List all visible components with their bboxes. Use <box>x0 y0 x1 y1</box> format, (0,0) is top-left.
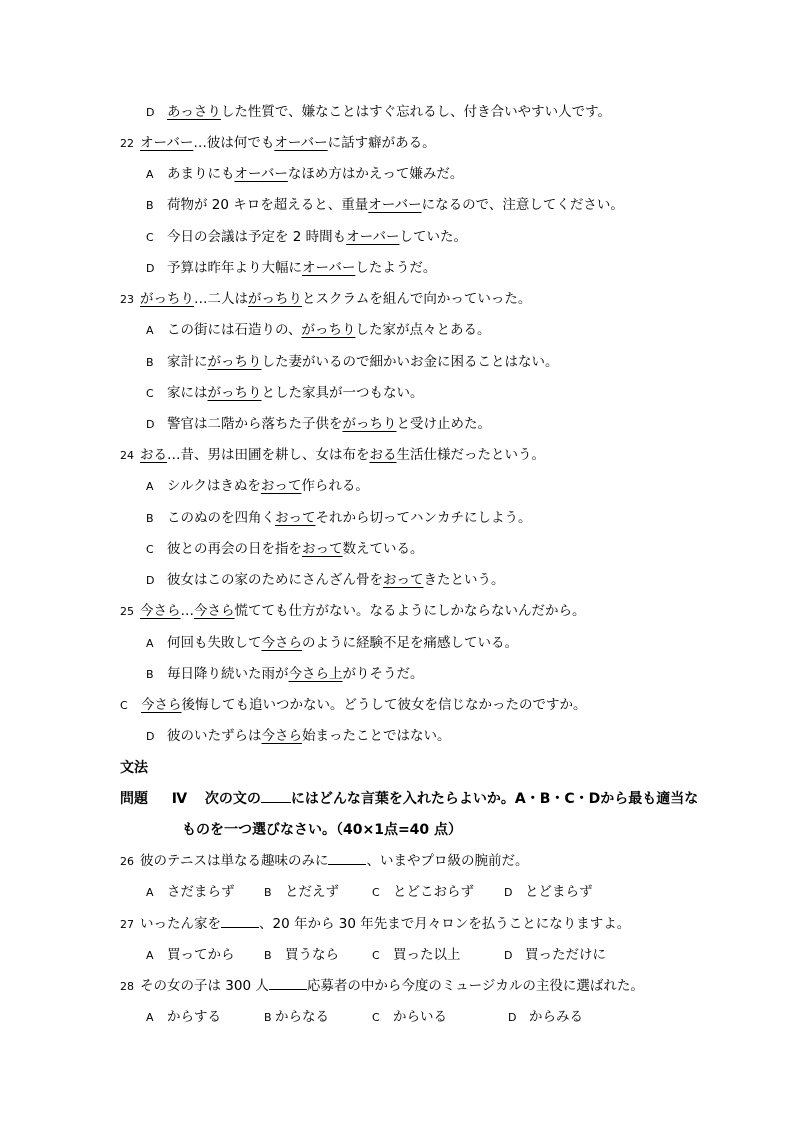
option-text: シルクはきぬを <box>167 478 261 494</box>
blank-line <box>269 977 307 990</box>
option-text: 警官は二階から落ちた子供を <box>167 416 343 432</box>
option-text-end: きたという。 <box>423 572 505 588</box>
question-23 <box>120 290 531 309</box>
question-word: おる <box>140 447 167 463</box>
option-text-end: 後悔しても追いつかない。どうして彼女を信じなかったのですか。 <box>181 697 587 713</box>
option-23-a <box>146 321 490 340</box>
question-22 <box>120 134 436 153</box>
choice-text: からみる <box>529 1009 583 1025</box>
choice-text: とどこおらず <box>393 884 474 900</box>
option-label: B <box>146 356 154 369</box>
question-text: 昔、男は田圃を耕し、女は布を <box>180 447 370 463</box>
instruction-text: 次の文の <box>204 791 261 807</box>
mondai-label: 問題 <box>120 791 148 807</box>
option-23-b <box>146 353 559 372</box>
target-word: オーバー <box>368 197 422 213</box>
question-25 <box>120 602 586 621</box>
option-label: A <box>146 637 154 650</box>
target-word: がっちり <box>342 416 397 432</box>
choice-28-d <box>508 1008 583 1027</box>
question-text: その女の子は 300 人 <box>140 978 269 994</box>
choice-text: 買っただけに <box>525 947 606 963</box>
target-word: オーバー <box>274 135 328 151</box>
option-text-end: それから切ってハンカチにしよう。 <box>315 510 532 526</box>
option-text: 家には <box>167 385 208 401</box>
option-text: 家計に <box>167 354 208 370</box>
question-number: 28 <box>120 980 134 993</box>
option-text-end: したようだ。 <box>355 260 437 276</box>
separator: … <box>167 447 181 463</box>
blank-line <box>221 915 259 928</box>
option-text: 何回も失敗して <box>167 635 262 651</box>
question-word: 今さら <box>140 603 181 619</box>
choice-26-d <box>504 883 593 902</box>
separator: … <box>180 603 194 619</box>
option-text-end: 数えている。 <box>342 541 424 557</box>
option-text-end: 作られる。 <box>301 478 369 494</box>
choice-28-c <box>372 1008 447 1027</box>
choice-label: A <box>146 1011 154 1024</box>
choice-text: 買った以上 <box>393 947 461 963</box>
choice-text: からなる <box>275 1009 329 1025</box>
question-text: 彼のテニスは単なる趣味のみに <box>140 853 329 869</box>
question-text-end: に話す癖がある。 <box>327 135 436 151</box>
target-word: オーバー <box>346 229 400 245</box>
choice-label: A <box>146 886 154 899</box>
question-27 <box>120 915 630 934</box>
question-word: オーバー <box>140 135 194 151</box>
option-21-d <box>146 103 611 122</box>
question-text-end: 、20 年から 30 年先まで月々ロンを払うことになりますよ。 <box>259 916 631 932</box>
question-text-end: 、いまやプロ級の腕前だ。 <box>366 853 529 869</box>
target-word: がっちり <box>248 291 302 307</box>
option-text: した性質で、嫌なことはすぐ忘れるし、付き合いやすい人です。 <box>220 104 612 120</box>
choice-text: とどまらず <box>525 884 593 900</box>
section-instructions <box>120 790 698 808</box>
option-25-b <box>146 665 424 684</box>
option-label: C <box>146 543 154 556</box>
option-label: A <box>146 168 154 181</box>
option-label: A <box>146 324 154 337</box>
choice-label: B <box>264 886 272 899</box>
target-word: あっさり <box>167 104 221 120</box>
target-word: がっちり <box>207 354 262 370</box>
option-text: 予算は昨年より大幅に <box>167 260 302 276</box>
option-22-d <box>146 259 436 278</box>
option-label: D <box>146 262 155 275</box>
choice-label: D <box>504 886 513 899</box>
option-24-a <box>146 477 369 496</box>
choice-27-c <box>372 946 461 965</box>
target-word: 今さら <box>194 603 235 619</box>
option-label: D <box>146 574 155 587</box>
option-label: B <box>146 512 154 525</box>
option-label: C <box>146 231 154 244</box>
option-24-b <box>146 509 532 528</box>
option-25-a <box>146 634 518 653</box>
choice-27-b <box>264 946 339 965</box>
target-word: 今さら <box>261 728 302 744</box>
choice-text: からする <box>167 1009 221 1025</box>
option-text: この街には石造りの、 <box>167 322 302 338</box>
choice-label: B <box>264 949 272 962</box>
target-word: おって <box>275 510 316 526</box>
option-24-d <box>146 571 505 590</box>
question-text: いったん家を <box>140 916 221 932</box>
target-word: がっちり <box>301 322 356 338</box>
question-number: 27 <box>120 918 134 931</box>
target-word: おる <box>369 447 397 463</box>
choice-26-c <box>372 883 474 902</box>
separator: … <box>194 291 208 307</box>
choice-text: からいる <box>393 1009 447 1025</box>
question-number: 26 <box>120 855 134 868</box>
question-text-end: 応募者の中から今度のミュージカルの主役に選ばれた。 <box>306 978 644 994</box>
option-label: A <box>146 480 154 493</box>
section-instructions-line2: ものを一つ選びなさい。（40×1点=40 点） <box>182 822 463 838</box>
target-word: 今さら <box>261 635 302 651</box>
option-24-c <box>146 540 424 559</box>
option-22-c <box>146 228 467 247</box>
option-text-end: した妻がいるので細かいお金に困ることはない。 <box>261 354 559 370</box>
option-text-end: がりそうだ。 <box>342 666 424 682</box>
target-word: オーバー <box>234 166 288 182</box>
choice-label: C <box>372 886 380 899</box>
question-text-end: 慌てても仕方がない。なるようにしかならないんだから。 <box>234 603 586 619</box>
option-label: D <box>146 418 155 431</box>
option-text: 彼との再会の日を指を <box>167 541 302 557</box>
option-label: C <box>120 699 128 712</box>
option-25-c <box>120 696 587 715</box>
choice-text: とだえず <box>285 884 339 900</box>
choice-text: 買うなら <box>285 947 339 963</box>
question-26 <box>120 852 528 871</box>
blank-line <box>328 852 366 865</box>
question-24 <box>120 446 545 465</box>
choice-label: B <box>264 1011 272 1024</box>
choice-27-d <box>504 946 606 965</box>
option-text: 荷物が 20 キロを超えると、重量 <box>167 197 369 213</box>
option-text: 彼のいたずらは <box>167 728 262 744</box>
question-number: 25 <box>120 605 134 618</box>
option-text-end: とした家具が一つもない。 <box>261 385 424 401</box>
option-text: このぬのを四角く <box>167 510 275 526</box>
option-label: D <box>146 106 155 119</box>
target-word: 今さら上 <box>288 666 343 682</box>
question-text-end: 生活仕様だったという。 <box>396 447 545 463</box>
question-text: 彼は何でも <box>206 135 275 151</box>
choice-text: さだまらず <box>167 884 235 900</box>
option-text-end: なほめ方はかえって嫌みだ。 <box>287 166 464 182</box>
choice-27-a <box>146 946 235 965</box>
question-number: 23 <box>120 293 134 306</box>
section-title: 文法 <box>120 760 148 776</box>
choice-28-a <box>146 1008 221 1027</box>
target-word: おって <box>383 572 424 588</box>
option-text: 毎日降り続いた雨が <box>167 666 289 682</box>
instruction-text-end: にはどんな言葉を入れたらよいか。A・B・C・Dから最も適当な <box>290 791 699 807</box>
target-word: おって <box>260 478 302 494</box>
question-number: 24 <box>120 449 134 462</box>
target-word: がっちり <box>207 385 262 401</box>
option-label: C <box>146 387 154 400</box>
option-23-c <box>146 384 424 403</box>
choice-label: A <box>146 949 154 962</box>
choice-28-b <box>264 1008 329 1027</box>
choice-label: D <box>504 949 513 962</box>
choice-26-b <box>264 883 339 902</box>
target-word: オーバー <box>302 260 356 276</box>
question-text: 二人は <box>207 291 248 307</box>
choice-label: C <box>372 1011 380 1024</box>
choice-label: D <box>508 1011 517 1024</box>
blank-line <box>261 790 291 803</box>
choice-26-a <box>146 883 235 902</box>
option-text-end: 始まったことではない。 <box>302 728 451 744</box>
option-text-end: していた。 <box>399 229 467 245</box>
mondai-number: Ⅳ <box>171 791 188 807</box>
separator: … <box>193 135 207 151</box>
option-text-end: と受け止めた。 <box>396 416 491 432</box>
target-word: 今さら <box>141 697 182 713</box>
option-25-d <box>146 727 451 746</box>
option-22-b <box>146 196 624 215</box>
question-number: 22 <box>120 137 134 150</box>
question-word: がっちり <box>140 291 194 307</box>
option-text-end: のように経験不足を痛感している。 <box>302 635 518 651</box>
target-word: おって <box>302 541 343 557</box>
option-label: B <box>146 668 154 681</box>
question-28 <box>120 977 644 996</box>
option-text: あまりにも <box>167 166 235 182</box>
option-label: B <box>146 199 154 212</box>
option-text: 今日の会議は予定を 2 時間も <box>167 229 347 245</box>
option-text: 彼女はこの家のためにさんざん骨を <box>167 572 383 588</box>
choice-text: 買ってから <box>167 947 235 963</box>
option-23-d <box>146 415 491 434</box>
option-text-end: になるので、注意してください。 <box>421 197 624 213</box>
question-text-end: とスクラムを組んで向かっていった。 <box>302 291 532 307</box>
option-text-end: した家が点々とある。 <box>355 322 491 338</box>
option-label: D <box>146 730 155 743</box>
choice-label: C <box>372 949 380 962</box>
option-22-a <box>146 165 463 184</box>
